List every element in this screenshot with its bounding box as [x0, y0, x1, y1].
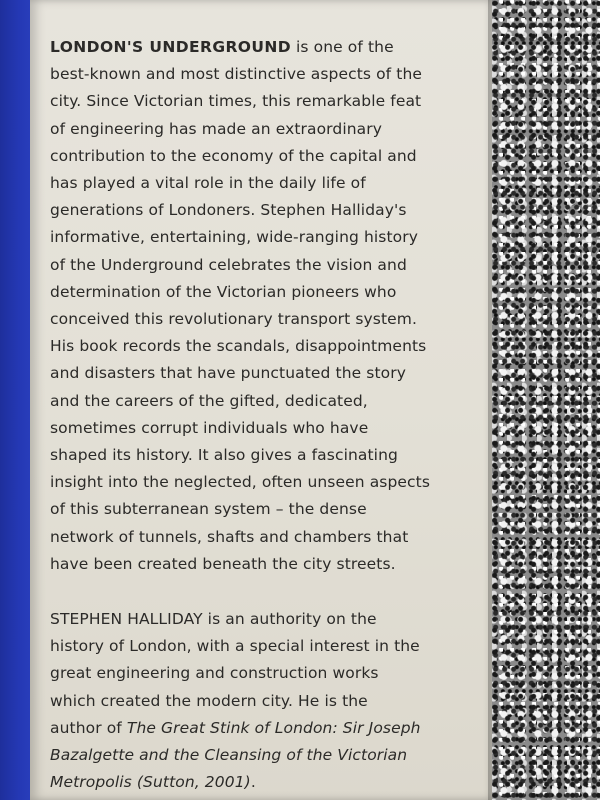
text-line: of the Underground celebrates the vision and [50, 255, 407, 274]
granite-surface [492, 0, 600, 800]
text-line: have been created beneath the city streets. [50, 554, 396, 573]
text-line: conceived this revolutionary transport system. [50, 310, 418, 329]
text-line: great engineering and construction works [50, 664, 379, 683]
text-line: shaped its history. It also gives a fascinating [50, 446, 398, 465]
book-title-italic: Metropolis (Sutton, 2001) [50, 773, 251, 792]
text-line-remainder: is one of the [291, 38, 394, 56]
text-prefix: author of [50, 718, 127, 737]
text-line: of engineering has made an extraordinary [50, 119, 382, 138]
text-line: of this subterranean system – the dense [50, 500, 367, 519]
book-spine-blue [0, 0, 34, 800]
text-line [50, 34, 480, 61]
book-title-heading: LONDON'S UNDERGROUND [50, 38, 291, 56]
author-bio-paragraph [50, 606, 480, 796]
text-line: contribution to the economy of the capital and [50, 146, 417, 165]
text-line: history of London, with a special interest in the [50, 637, 420, 656]
text-line: and the careers of the gifted, dedicated, [50, 391, 368, 410]
text-line: determination of the Victorian pioneers who [50, 282, 397, 301]
text-line: city. Since Victorian times, this remarkable feat [50, 92, 422, 111]
text-line: informative, entertaining, wide-ranging history [50, 228, 418, 247]
text-line: generations of Londoners. Stephen Halliday's [50, 201, 407, 220]
text-line: has played a vital role in the daily life of [50, 174, 366, 193]
book-title-italic: The Great Stink of London: Sir Joseph [126, 718, 421, 737]
text-line: best-known and most distinctive aspects of the [50, 65, 423, 84]
text-line: His book records the scandals, disappointments [50, 337, 427, 356]
text-line [50, 715, 480, 742]
text-suffix: . [250, 773, 256, 792]
text-line: STEPHEN HALLIDAY is an authority on the [50, 610, 377, 628]
description-paragraph [50, 34, 480, 578]
book-title-italic: Bazalgette and the Cleansing of the Victorian [50, 746, 408, 765]
text-line: sometimes corrupt individuals who have [50, 418, 369, 437]
text-line: and disasters that have punctuated the story [50, 364, 406, 383]
text-line: which created the modern city. He is the [50, 691, 368, 710]
text-line: network of tunnels, shafts and chambers that [50, 527, 409, 546]
text-line: insight into the neglected, often unseen aspects [50, 473, 431, 492]
text-line [50, 769, 480, 796]
